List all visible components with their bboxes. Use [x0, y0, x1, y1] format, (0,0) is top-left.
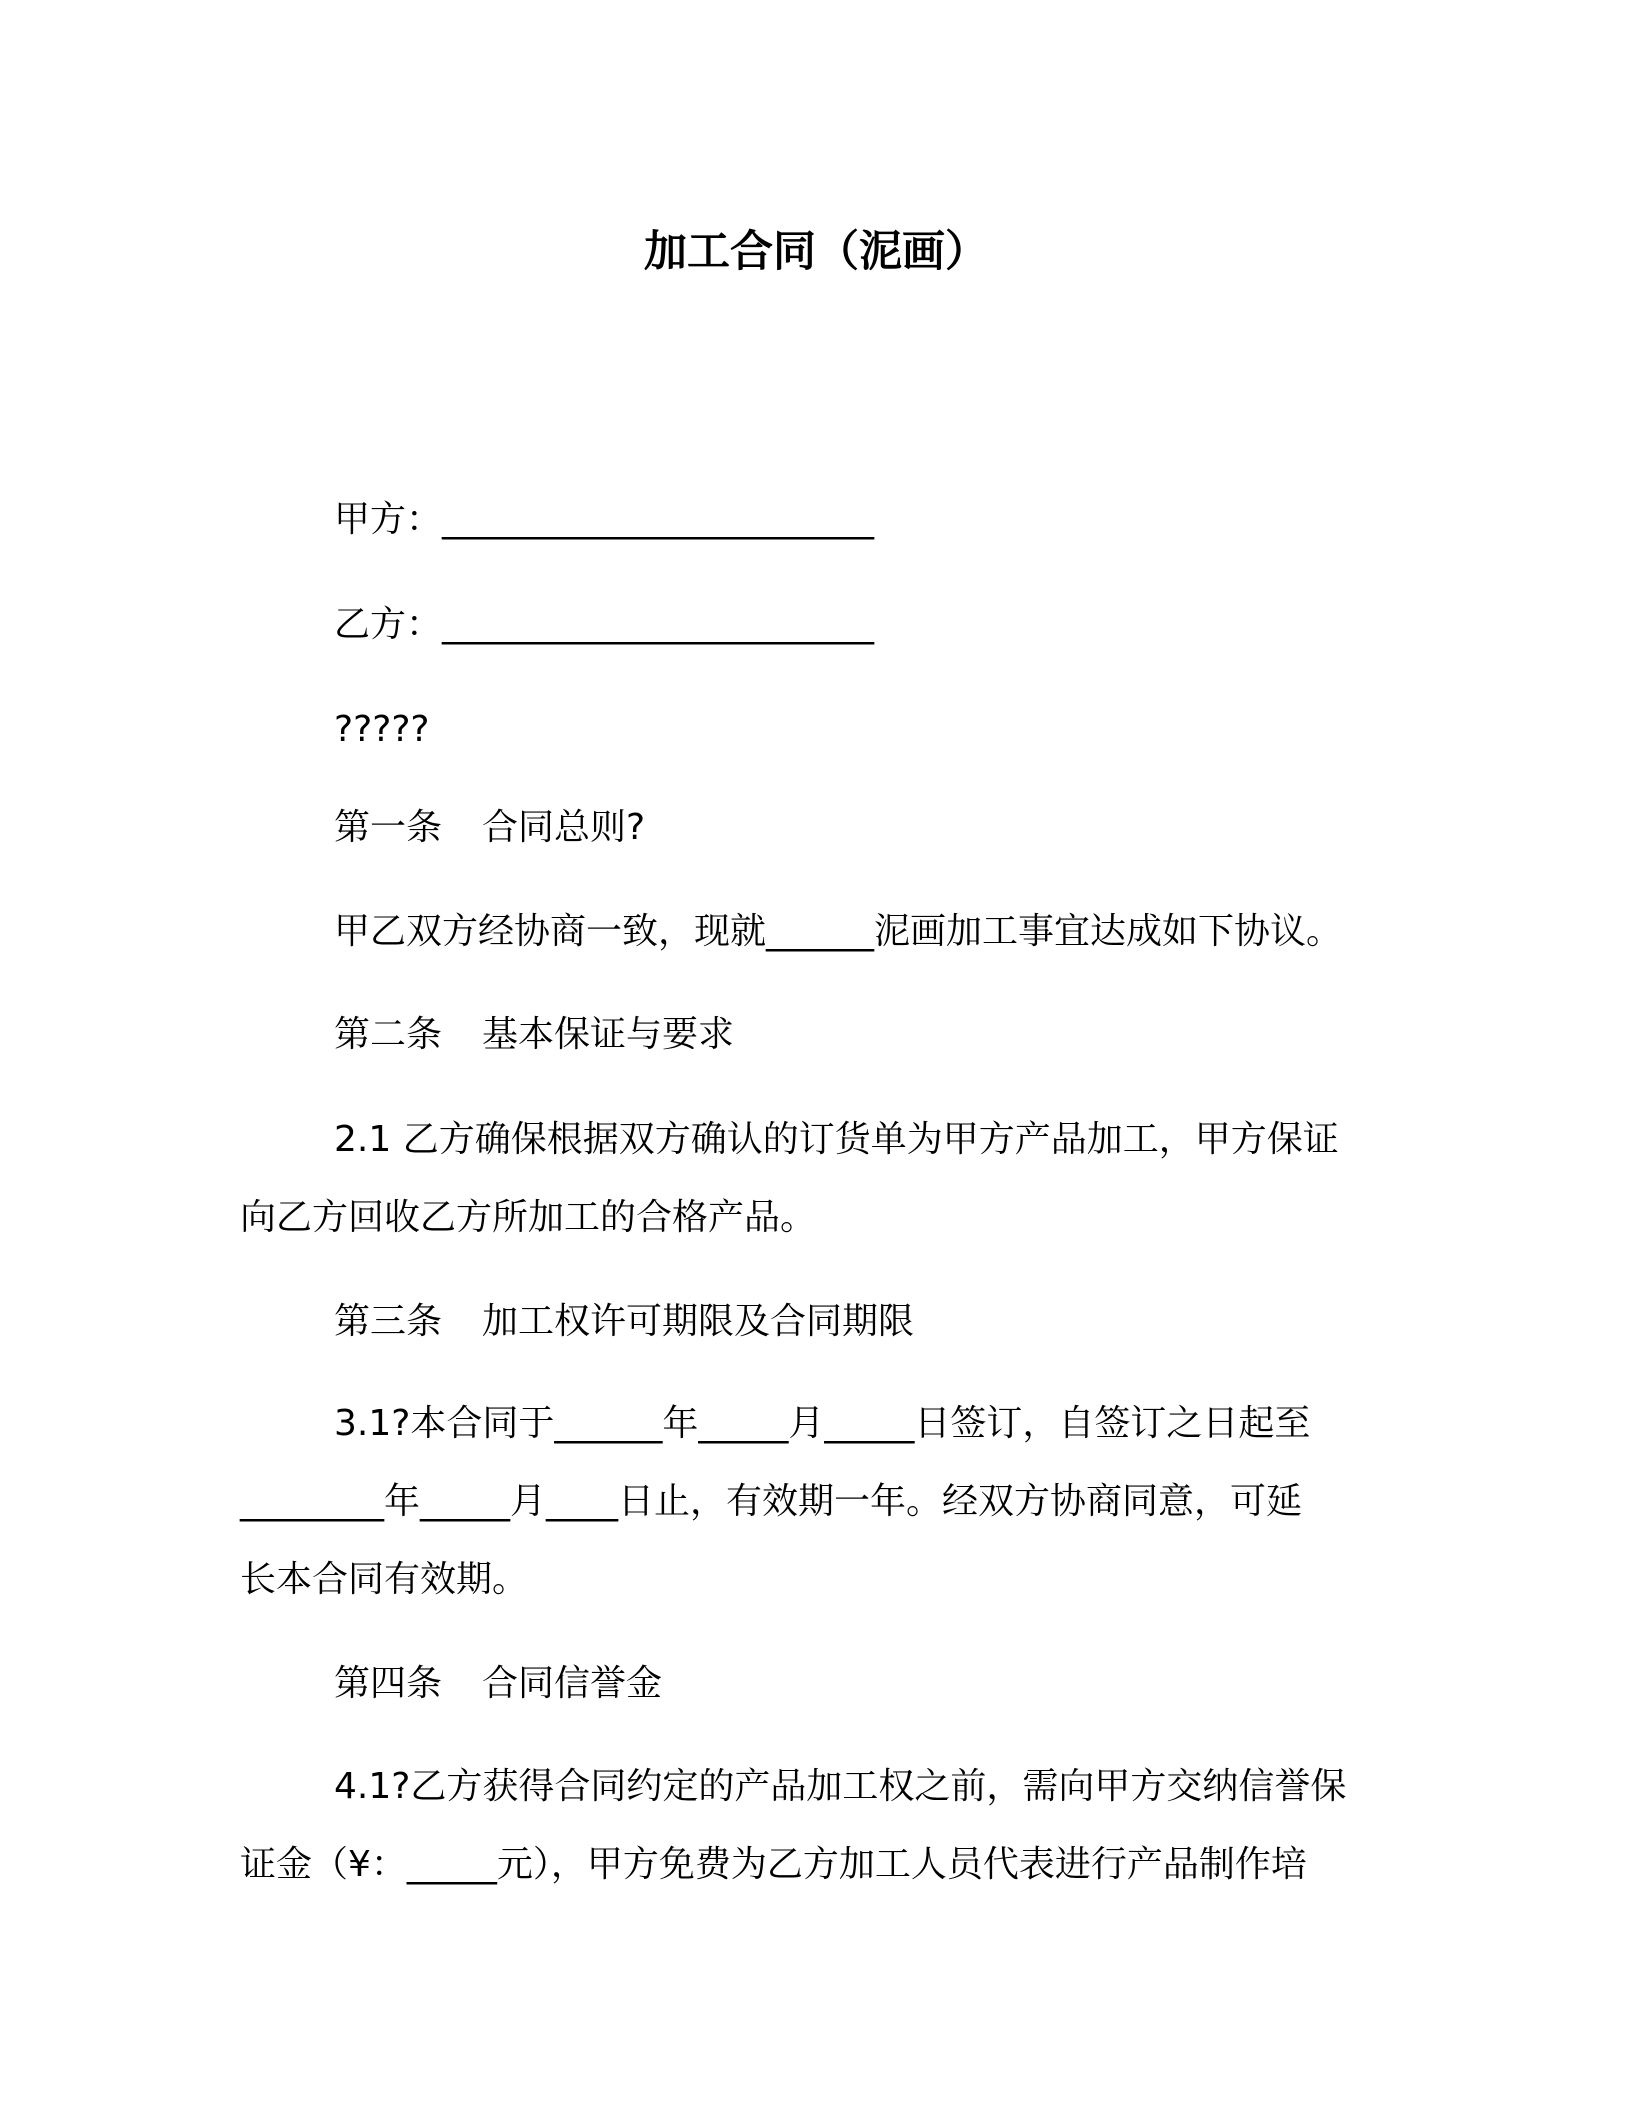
article-4-heading	[334, 1659, 662, 1709]
party-b-line: 乙方：________________________	[334, 604, 875, 645]
article-3-heading	[334, 1297, 914, 1347]
document-title: 加工合同（泥画）	[644, 227, 988, 277]
article-1-title: 合同总则?	[482, 807, 646, 848]
article-1-text: 甲乙双方经协商一致，现就______泥画加工事宜达成如下协议。	[334, 911, 1343, 952]
clause-2-1-line-1: 2.1 乙方确保根据双方确认的订货单为甲方产品加工，甲方保证	[334, 1119, 1339, 1160]
article-4-title: 合同信誉金	[482, 1663, 663, 1704]
clause-3-1-line-3: 长本合同有效期。	[240, 1559, 529, 1600]
article-1-number: 第一条	[334, 807, 443, 848]
clause-3-1-line-2: ________年_____月____日止，有效期一年。经双方协商同意，可延	[240, 1481, 1303, 1522]
clause-4-1-line-1: 4.1?乙方获得合同约定的产品加工权之前，需向甲方交纳信誉保	[334, 1766, 1347, 1807]
article-4-number: 第四条	[334, 1663, 443, 1704]
article-3-number: 第三条	[334, 1301, 443, 1342]
party-a-line: 甲方：________________________	[334, 499, 875, 540]
article-1-heading	[334, 803, 645, 853]
article-2-title: 基本保证与要求	[482, 1014, 735, 1055]
clause-4-1-line-2: 证金（¥：_____元），甲方免费为乙方加工人员代表进行产品制作培	[240, 1844, 1307, 1885]
article-2-heading	[334, 1010, 734, 1060]
article-2-number: 第二条	[334, 1014, 443, 1055]
placeholder-line: ?????	[334, 709, 430, 750]
clause-3-1-line-1: 3.1?本合同于______年_____月_____日签订，自签订之日起至	[334, 1403, 1311, 1444]
article-3-title: 加工权许可期限及合同期限	[482, 1301, 915, 1342]
clause-2-1-line-2: 向乙方回收乙方所加工的合格产品。	[240, 1197, 817, 1238]
